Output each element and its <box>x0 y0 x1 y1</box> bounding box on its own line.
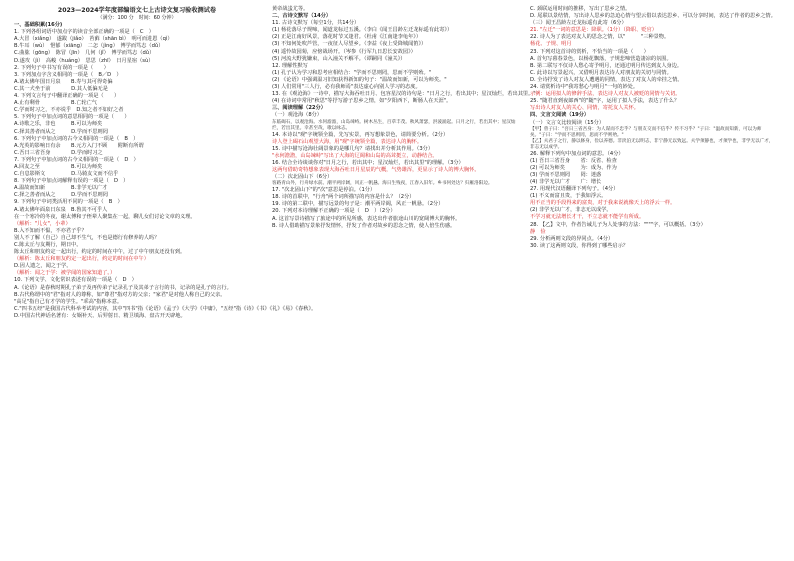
col1-line: B.古代称谓中的"君"指对人的尊称，如"尊君"指对方的父亲；"家君"是对他人称自己的父亲。 <box>14 291 226 298</box>
col1-line: A.温故而知新 B.非学无以广才 <box>14 185 108 192</box>
col3-line: (1) 不义而富且贵，于我如浮云。 <box>530 193 607 200</box>
col1-line: A.《论语》是春秋时期孔子弟子及再传弟子记录孔子及其弟子言行的书，记录的是孔子的言行。 <box>14 284 232 291</box>
col3-line: 26. 解释下列句中加点词的意思。（4分） <box>530 150 624 157</box>
col2-line: 这两句借助奇特想象表现大海吞吐日月星辰的气概，气势雄浑，更显示了诗人的博大胸怀。 <box>272 166 480 173</box>
col1-line: 9. 下列句子中词类活用不同的一项是（ B ） <box>14 199 123 206</box>
col3-line: A. 首句写暮春景色，以杨花飘落，子规悲啼营造凄凉的氛围。 <box>530 55 672 62</box>
col1-line: D.遂攻（jì） 高峻（huáng） 思思（zhī） 日月星宿（sù） <box>14 57 154 64</box>
col1-line: A.诸太佛年国日月泉 B.寿与其可得奇偏 <box>14 78 113 85</box>
col1-line: 陈太丘和朋友约定一起出行，约定的时间在中午，过了中午朋友还没有到。 <box>14 249 186 256</box>
col3-line: C. 颈联运用时间的推移，写出了思乡之情。 <box>530 6 631 12</box>
col1-line: C.择其善者而从之 D.学而不思则罔 <box>14 128 108 135</box>
col2-line: A. 这首写景诗描写了旅途中的所见所感，表达出作者旅途山川的宽阔博大的胸怀。 <box>272 215 461 222</box>
col1-line: 1. 下列各组词语中加点字的读音全部正确的一项是（ C ） <box>14 29 154 36</box>
col2-line: （二）次北固山下（6分） <box>272 174 333 181</box>
col3-line: (2) 可以为师矣 为：成为、作为 <box>530 164 617 171</box>
col1-line: C.择之善者而从之 D.学而不思则罔 <box>14 192 108 199</box>
col3-line: (4) 非学无以广才 广：增长 <box>530 178 602 185</box>
col1-line: C.曲肱（gōng） 陈冒（jīn） 几何（jǐ） 博学而笃志（dǔ） <box>14 50 155 57</box>
col3-line: C. 此诗以写景起兴，又借明月表达诗人对朋友的关切与同情。 <box>530 69 672 76</box>
col3-line: B. 第二联写不仅诗人愁心寄予明月，还通过明月传达到友人身边。 <box>530 62 683 69</box>
col1-line: 5. 下列句子中加点词的意思相同的一项是（ ） <box>14 114 130 121</box>
col1-line: （解析："儿女"，小辈） <box>14 220 71 227</box>
col1-line: C.学而时习之，不亦说乎 D.知之者不如好之者 <box>14 107 124 114</box>
column-right <box>530 6 776 558</box>
col1-line: A.止有剩骨 B.亡轮亡气 <box>14 100 97 107</box>
col1-line: D.中国古代神话名著有：女娲补天、后羿射日、精卫填海、盘古开天辟地。 <box>14 312 186 319</box>
col1-line: A.诸太佛年面泉日东泉 B.鲁其不可乎人 <box>14 206 108 213</box>
col2-line: 东临碣石，以观沧海。水何澹澹，山岛竦峙。树木丛生，百草丰茂。秋风萧瑟，洪波涌起。日月之行，若出其中；星汉灿烂，若出其里。幸甚至哉，歌以咏志。 <box>272 119 516 131</box>
col2-line: 黄帝战蚩尤等。 <box>272 6 309 12</box>
col3-line: 29. 分析两则文段的异同点。（4分） <box>530 235 614 242</box>
col3-line: 24. 请赏析诗中"我寄愁心与明月"一句的妙处。 <box>530 84 639 91</box>
col1-line: B.入不知而不愠，不亦君子乎？ <box>14 227 87 234</box>
col3-line: 写出诗人对友人的关心、同情，寄托友人关怀。 <box>530 105 639 112</box>
col3-line: 【乙】夫君子之行，静以修身，俭以养德。非淡泊无以明志，非宁静无以致远。夫学须静也，才须学也，非学无以广才，非志无以成学。 <box>530 138 774 150</box>
col2-line: B. 诗人借助描写景象抒发情怀，抒发了作者对故乡的思念之情，使人倍生伤感。 <box>272 222 456 229</box>
col3-line: 30. 读了这两则文段，你得到了哪些启示？ <box>530 242 629 249</box>
col2-line: (3) 不知何处吹芦管，一夜征人尽望乡。（李益《夜上受降城闻笛》） <box>272 41 427 48</box>
col3-line: （三）闻王昌龄左迁龙标遥有此寄（6分） <box>530 20 627 27</box>
col2-line: 19. 诗的第二联中，描写远景的句子是：潮平两岸阔，风正一帆悬。（2分） <box>272 201 444 208</box>
col3-line: (2) 非学无以广才，非志无以成学。 <box>530 207 612 214</box>
col2-line: 13. 在《观沧海》一诗中，描写大海吞吐日月、包容星汉的诗句是："日月之行，若出其中；星汉灿烂，若出其里。" <box>272 91 536 98</box>
col2-line: (1) 杨花落尽子规啼，闻道龙标过五溪。（李白《闻王昌龄左迁龙标遥有此寄》） <box>272 27 453 34</box>
col2-line: 16. 结合全诗谈谈你对"日月之行，若出其中；星汉灿烂，若出其里"的理解。（3分） <box>272 159 464 166</box>
col1-line: A.大冒（xiǎng） 遂跋（jiǎo） 苔藓（shān bì） 明可而进恩（qì） <box>14 36 173 43</box>
col2-line: 14. 本诗以"观"字统领全篇，先写实景，再写想象景色，请简要分析。（2分） <box>272 131 449 138</box>
col3-line: 27. 用现代汉语翻译下列句子。（4分） <box>530 186 619 193</box>
col1-line: A.诗歌之乐，非也 B.可以为师矣 <box>14 121 103 128</box>
col1-line: D.因人遗之，闻之于学。 <box>14 263 72 270</box>
col3-line: 22. 诗人为了表达对友人的思念之情，以" "三种景物。 <box>530 34 670 41</box>
col1-line: C."四书五经"是我国古代科举考试的内容，其中"四书"指《论语》《孟子》《大学》《中庸》，"五经"指《诗》《书》《礼》《易》《春秋》。 <box>14 305 317 312</box>
col1-line: "高足"指自己有才学的学生。"乖高"指称本意。 <box>14 298 123 305</box>
col3-line: 21. "左迁"一词的意思是：降职。（1分）（降职、贬官） <box>530 27 657 34</box>
col2-line: （一）观沧海（8分） <box>272 112 322 119</box>
col3-line: （一）文言文比较阅读（15分） <box>530 119 605 126</box>
col1-line: B.牛耳（wù） 悒郁（xiāng） 二怎（jìng） 博学而笃志（dǔ） <box>14 43 164 50</box>
col3-line: 23. 下列对这首诗的赏析，不恰当的一项是（ ） <box>530 48 649 55</box>
col3-line: D. 全诗抒发了诗人对友人遭遇的同情，表达了对友人的牵挂之情。 <box>530 76 683 83</box>
col2-line: "水何澹澹，山岛竦峙"写出了大海的辽阔和山岛的高耸挺立，动静结合。 <box>272 152 438 159</box>
col1-line: （解析：陈太丘和朋友约定一起出行，约定的时间在中午） <box>14 256 149 263</box>
col2-line: (1) 孔子认为学习和思考应相结合："学而不思则罔，思而不学则殆。" <box>272 69 432 76</box>
exam-meta: （满分：100 分 时间：60 分钟） <box>97 15 177 21</box>
exam-title: 2023—2024学年度部编语文七上古诗文复习验收测试卷 <box>57 7 217 14</box>
col3-line: 用不正当的手段得来的富贵，对于我来说就像天上的浮云一样。 <box>530 200 676 207</box>
col2-line: 11. 古诗文默写（每空1分，共14分） <box>272 20 360 27</box>
col2-line: 18. 诗的首联中，"行舟"两个词所描写的内容是什么？（2分） <box>272 194 415 201</box>
col3-line: 示例：运用拟人的修辞手法，表达诗人对友人被贬的同情与关切。 <box>530 91 681 98</box>
col1-line: 6. 下列句子中加点词的古今义相同的一项是（ B ） <box>14 135 139 142</box>
col3-line: 四、文言文阅读（19分） <box>530 112 590 119</box>
col1-line: 在一个寒冷的冬夜，谢太傅和子侄辈人聚集在一起，聊儿女们讨论文章的义理。 <box>14 213 196 220</box>
col2-line: (3) 人们常用"三人行，必有我师焉"表达虚心向别人学习的态度。 <box>272 84 421 91</box>
col2-line: 三、阅读理解（22分） <box>272 105 326 112</box>
col2-line: 12. 理解性默写 <box>272 62 308 69</box>
exam-paper <box>14 6 780 558</box>
col1-line: 10. 下列文学、文化常识表述有误的一项是（ D ） <box>14 277 137 284</box>
col1-line: C.其一犬坐于前 D.其人低偏无是 <box>14 85 108 92</box>
col2-line: 客路青山外，行舟绿水前。潮平两岸阔，风正一帆悬。海日生残夜，江春入旧年。乡书何处达？归雁洛阳边。 <box>272 181 493 187</box>
col1-line: 3. 下列加点字含义相同的一项是（ B／D ） <box>14 71 122 78</box>
col1-line: 2. 下列句子中书写有误的一项是（ ） <box>14 64 109 71</box>
col3-line: D. 尾联以景结情，写出诗人思乡的急迫心情与望云借以表达思乡、可以分享时间，表达了作者的思乡之情。 <box>530 13 776 20</box>
col1-line: 8. 下列句子中加点词解释有误的一项是（ D ） <box>14 178 129 185</box>
col2-line: 二、古诗文默写（14分） <box>272 13 332 20</box>
col2-line: 15. 诗中描写沧海壮阔景象的是哪几句？请找出并分析其作用。（3分） <box>272 145 434 152</box>
col3-line: 不学习就无法增长才干，不立志就不能学有所成。 <box>530 214 645 221</box>
col1-line: A.回友之至 B.可以为师矣 <box>14 163 103 170</box>
col3-line: 静 俭 <box>530 228 546 235</box>
col3-line: (1) 吾日三省吾身 省：反省、检查 <box>530 157 617 164</box>
col1-line: 7. 下列句子中加点词的古今义相同的一项是（ D ） <box>14 156 139 163</box>
col3-line: 【甲】曾子曰："吾日三省吾身：为人谋而不忠乎？与朋友交而不信乎？传不习乎？"子曰："温故而知新，可以为师矣。"子曰："学而不思则罔，思而不学则殆。" <box>530 126 762 138</box>
col3-line: 杨花、子规、明月 <box>530 41 572 48</box>
col2-line: (2) 《论语》中强调温习旧知获得新知的句子："温故而知新，可以为师矣。" <box>272 76 447 83</box>
col2-line: (5) 河流大野犹嫌束，山入潼关不解平。（谭嗣同《潼关》） <box>272 55 406 62</box>
col3-line: 25. "随君直到夜郎西"的"随"字，运用了拟人手法，表达了什么？ <box>530 98 680 105</box>
col1-line: （解析：闻之于学：被学闻的国家知道了。） <box>14 270 116 277</box>
column-middle <box>272 6 536 558</box>
col2-line: 17. "次北固山下"的"次"意思是停泊。（1分） <box>272 187 376 194</box>
col1-line: 一、基础积累(16分) <box>14 22 63 29</box>
col1-line: C.陈太丘与友期行，期日中。 <box>14 242 82 248</box>
col2-line: (4) 在诗词中常用"秋思"等抒写游子思乡之情，如"夕阳西下，断肠人在天涯"。 <box>272 98 452 105</box>
col3-line: 28. 【乙】文中，作者告诫儿子为人处事的方法：""""字，可以概括。（3分） <box>530 221 706 228</box>
col2-line: 诗人登上碣石山观望大海，用"观"字统领全篇，表达诗人的胸怀。 <box>272 138 423 145</box>
col2-line: (4) 遥怜故园菊，应傍战场开。（岑参《行军九日思长安故园》） <box>272 48 416 55</box>
col2-line: (2) 正是江南好风景，落花时节又逢君。（杜甫《江南逢李龟年》） <box>272 34 422 41</box>
col3-line: (3) 学而不思则罔 罔：迷惑 <box>530 171 602 178</box>
col1-line: 别人不了解（自己）自己却不生气，不也是德行有修养的人吗？ <box>14 234 160 241</box>
col1-line: C.自息影斯文 D.马骑友文而不信乎 <box>14 171 119 178</box>
col2-line: 20. 下列对本诗理解不正确的一项是（ D ）（2分） <box>272 208 396 215</box>
col1-line: 4. 下列文言句子中翻译正确的一项是（ ） <box>14 93 120 100</box>
col1-line: A.光英的影响日有余 B.元方入门不顾 附断有所谓 <box>14 142 144 149</box>
col1-line: C.吾日三省吾身 D.学而时习之 <box>14 149 103 156</box>
